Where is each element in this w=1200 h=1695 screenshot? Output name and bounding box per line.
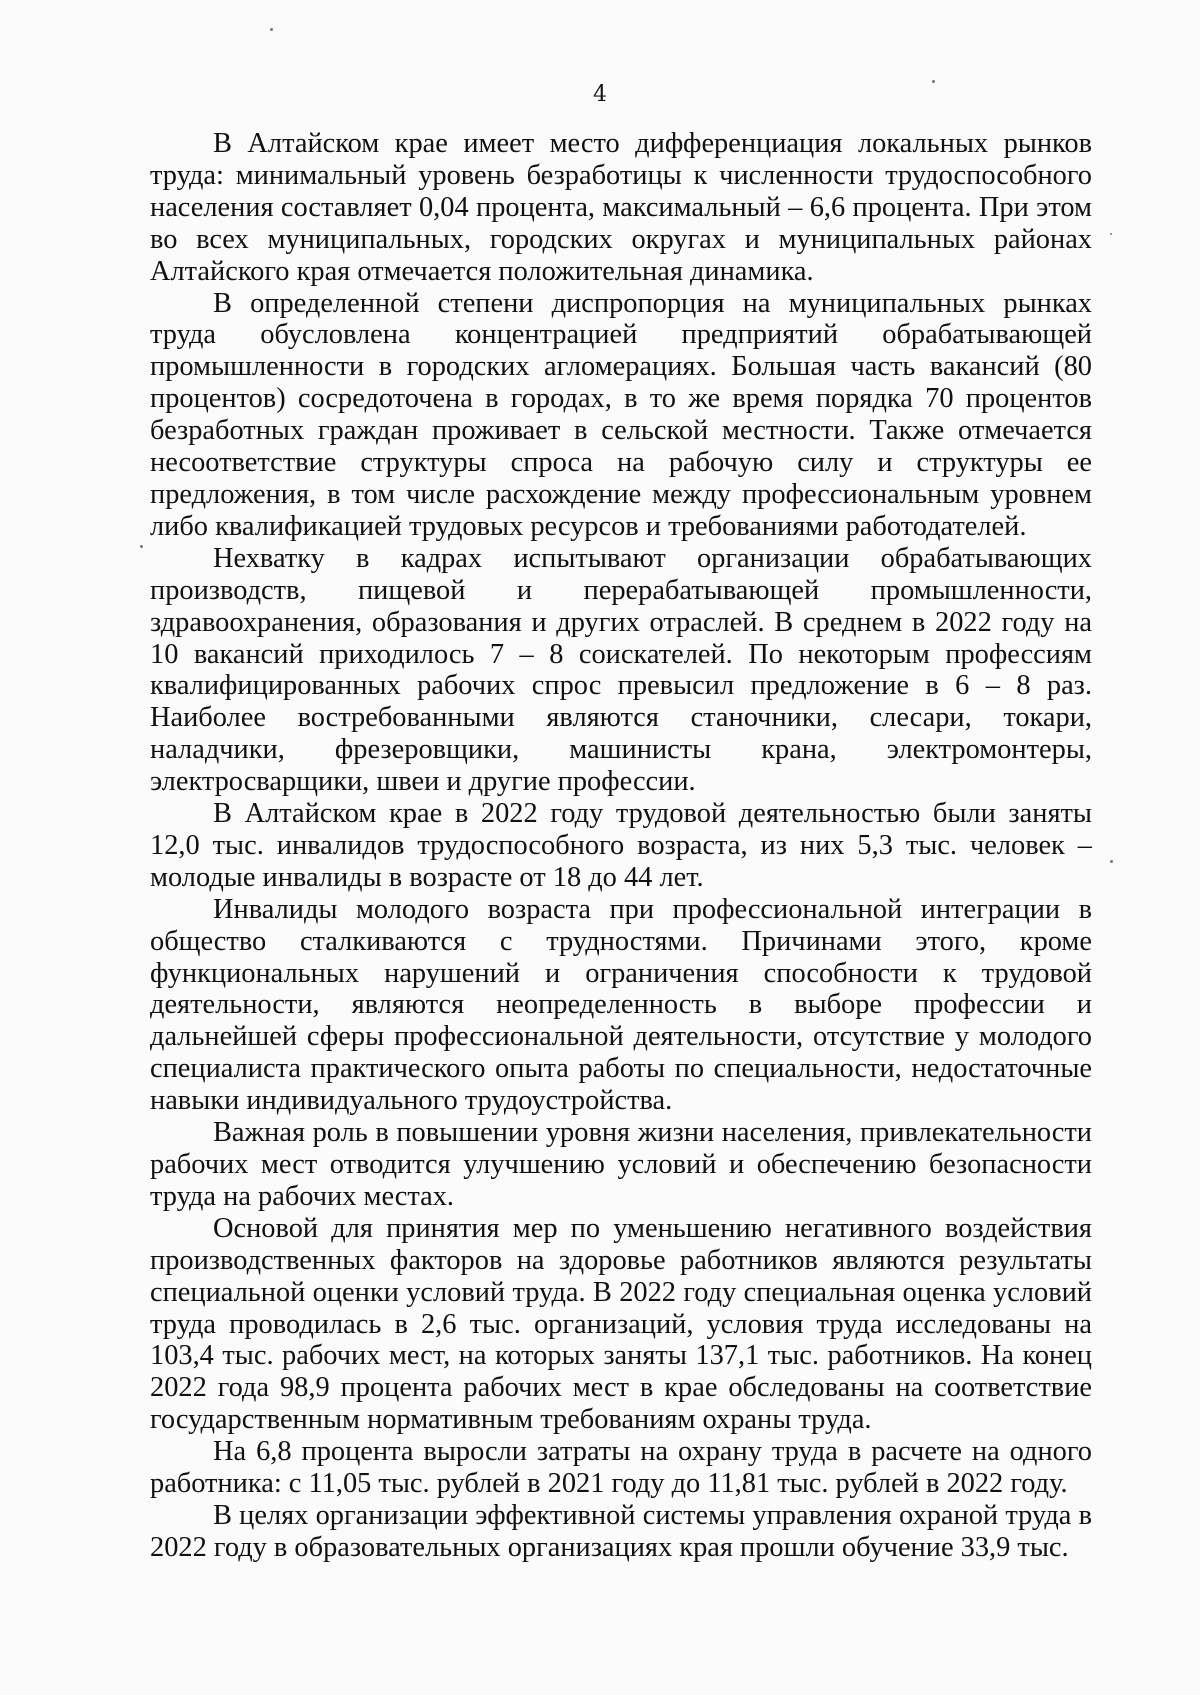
paragraph-safety-costs: На 6,8 процента выросли затраты на охрану труда в расчете на одного работника: с 11,05 тыс. рублей в 2021 году до 11,81 тыс. рублей в 2022 году. xyxy=(150,1436,1092,1500)
page-number: 4 xyxy=(593,82,607,107)
paragraph-special-assessment: Основой для принятия мер по уменьшению негативного воздействия производственных факторов на здоровье работников являются результаты специальной оценки условий труда. В 2022 году специальная оценка условий труда проводилась в 2,6 тыс. организаций, условия труда исследованы на 103,4 тыс. рабочих мест, на которых заняты 137,1 тыс. работников. На конец 2022 года 98,9 процента рабочих мест в крае обследованы на соответствие государственным нормативным требованиям охраны труда. xyxy=(150,1212,1092,1436)
scan-speck xyxy=(270,28,273,31)
document-body xyxy=(150,128,1092,1564)
paragraph-young-disabled-integration: Инвалиды молодого возраста при профессиональной интеграции в общество сталкиваются с трудностями. Причинами этого, кроме функциональных нарушений и ограничения способности к трудовой деятельности, являются неопределенность в выборе профессии и дальнейшей сферы профессиональной деятельности, отсутствие у молодого специалиста практического опыта работы по специальности, недостаточные навыки индивидуального трудоустройства. xyxy=(150,893,1092,1117)
scan-speck xyxy=(1110,860,1113,863)
paragraph-disproportion: В определенной степени диспропорция на муниципальных рынках труда обусловлена концентрацией предприятий обрабатывающей промышленности в городских агломерациях. Большая часть вакансий (80 процентов) сосредоточена в городах, в то же время порядка 70 процентов безработных граждан проживает в сельской местности. Также отмечается несоответствие структуры спроса на рабочую силу и структуры ее предложения, в том числе расхождение между профессиональным уровнем либо квалификацией трудовых ресурсов и требованиями работодателей. xyxy=(150,287,1092,542)
paragraph-working-conditions: Важная роль в повышении уровня жизни населения, привлекательности рабочих мест отводится улучшению условий и обеспечению безопасности труда на рабочих местах. xyxy=(150,1117,1092,1212)
scan-speck xyxy=(932,80,935,83)
scan-speck xyxy=(140,545,143,548)
paragraph-staff-shortage: Нехватку в кадрах испытывают организации обрабатывающих производств, пищевой и перерабатывающей промышленности, здравоохранения, образования и других отраслей. В среднем в 2022 году на 10 вакансий приходилось 7 – 8 соискателей. По некоторым профессиям квалифицированных рабочих спрос превысил предложение в 6 – 8 раз. Наиболее востребованными являются станочники, слесари, токари, наладчики, фрезеровщики, машинисты крана, электромонтеры, электросварщики, швеи и другие профессии. xyxy=(150,542,1092,798)
scan-speck xyxy=(1110,233,1112,235)
paragraph-disabled-employment: В Алтайском крае в 2022 году трудовой деятельностью были заняты 12,0 тыс. инвалидов трудоспособного возраста, из них 5,3 тыс. человек – молодые инвалиды в возрасте от 18 до 44 лет. xyxy=(150,798,1092,893)
paragraph-safety-training: В целях организации эффективной системы управления охраной труда в 2022 году в образовательных организациях края прошли обучение 33,9 тыс. xyxy=(150,1499,1092,1563)
paragraph-labor-market-differentiation: В Алтайском крае имеет место дифференциация локальных рынков труда: минимальный уровень безработицы к численности трудоспособного населения составляет 0,04 процента, максимальный – 6,6 процента. При этом во всех муниципальных, городских округах и муниципальных районах Алтайского края отмечается положительная динамика. xyxy=(150,128,1092,287)
